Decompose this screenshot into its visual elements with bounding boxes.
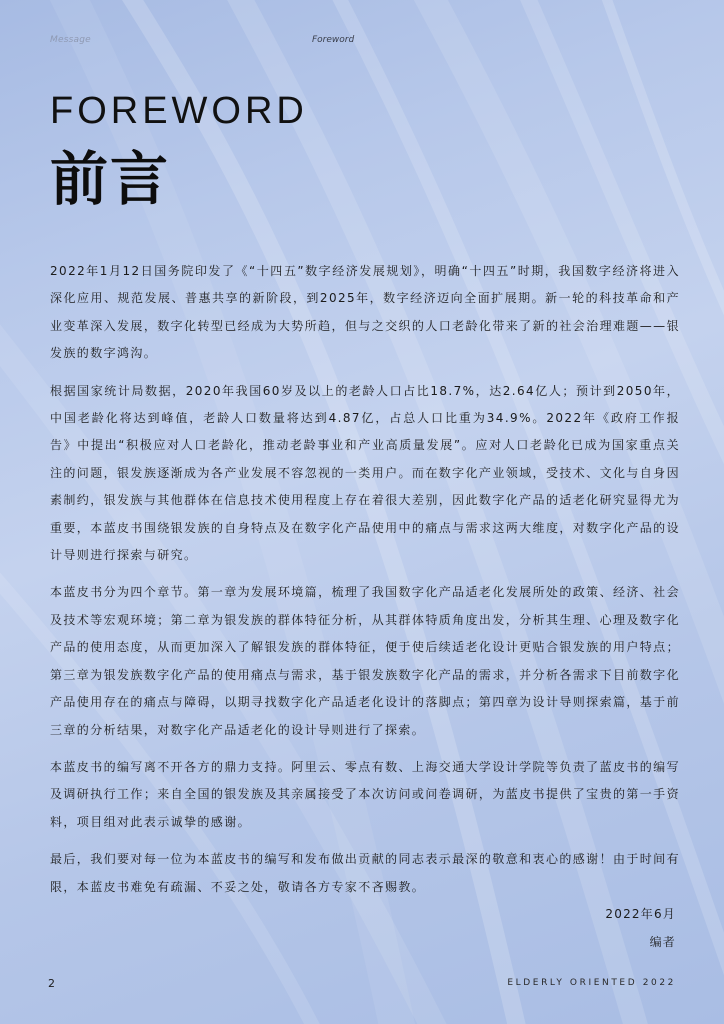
paragraph: 根据国家统计局数据，2020年我国60岁及以上的老龄人口占比18.7%，达2.64亿人；预计到2050年，中国老龄化将达到峰值，老龄人口数量将达到4.87亿，占总人口比重为34.9%。2022年《政府工作报告》中提出“积极应对人口老龄化，推动老龄事业和产业高质量发展”。应对人口老龄化已成为国家重点关注的问题，银发族逐渐成为各产业发展不容忽视的一类用户。而在数字化产业领域，受技术、文化与自身因素制约，银发族与其他群体在信息技术使用程度上存在着很大差别，因此数字化产品的适老化研究显得尤为重要，本蓝皮书围绕银发族的自身特点及在数字化产品使用中的痛点与需求这两大维度，对数字化产品的设计导则进行探索与研究。: [50, 383, 680, 563]
page-title-english: FOREWORD: [50, 90, 308, 132]
foreword-body: [50, 258, 680, 911]
signature-author: 编者: [649, 935, 676, 949]
page-number: 2: [48, 977, 55, 990]
paragraph: 2022年1月12日国务院印发了《“十四五”数字经济发展规划》，明确“十四五”时期，我国数字经济将进入深化应用、规范发展、普惠共享的新阶段，到2025年，数字经济迈向全面扩展期。新一轮的科技革命和产业变革深入发展，数字化转型已经成为大势所趋，但与之交织的人口老龄化带来了新的社会治理难题——银发族的数字鸿沟。: [50, 264, 680, 361]
footer-publication-label: ELDERLY ORIENTED 2022: [507, 978, 676, 988]
header-section-label: Message: [50, 35, 91, 45]
paragraph: 最后，我们要对每一位为本蓝皮书的编写和发布做出贡献的同志表示最深的敬意和衷心的感谢！由于时间有限，本蓝皮书难免有疏漏、不妥之处，敬请各方专家不吝赐教。: [50, 852, 680, 894]
paragraph: 本蓝皮书的编写离不开各方的鼎力支持。阿里云、零点有数、上海交通大学设计学院等负责了蓝皮书的编写及调研执行工作；来自全国的银发族及其亲属接受了本次访问或问卷调研，为蓝皮书提供了宝贵的第一手资料，项目组对此表示诚挚的感谢。: [50, 759, 680, 829]
page-title-chinese: 前言: [50, 145, 171, 213]
paragraph: 本蓝皮书分为四个章节。第一章为发展环境篇，梳理了我国数字化产品适老化发展所处的政策、经济、社会及技术等宏观环境；第二章为银发族的群体特征分析，从其群体特质角度出发，分析其生理、心理及数字化产品的使用态度，从而更加深入了解银发族的群体特征，便于使后续适老化设计更贴合银发族的用户特点；第三章为银发族数字化产品的使用痛点与需求，基于银发族数字化产品的需求，并分析各需求下目前数字化产品使用存在的痛点与障碍，以期寻找数字化产品适老化设计的落脚点；第四章为设计导则探索篇，基于前三章的分析结果，对数字化产品适老化的设计导则进行了探索。: [50, 585, 680, 737]
signature-date: 2022年6月: [605, 907, 676, 921]
header-page-label: Foreword: [312, 35, 355, 45]
